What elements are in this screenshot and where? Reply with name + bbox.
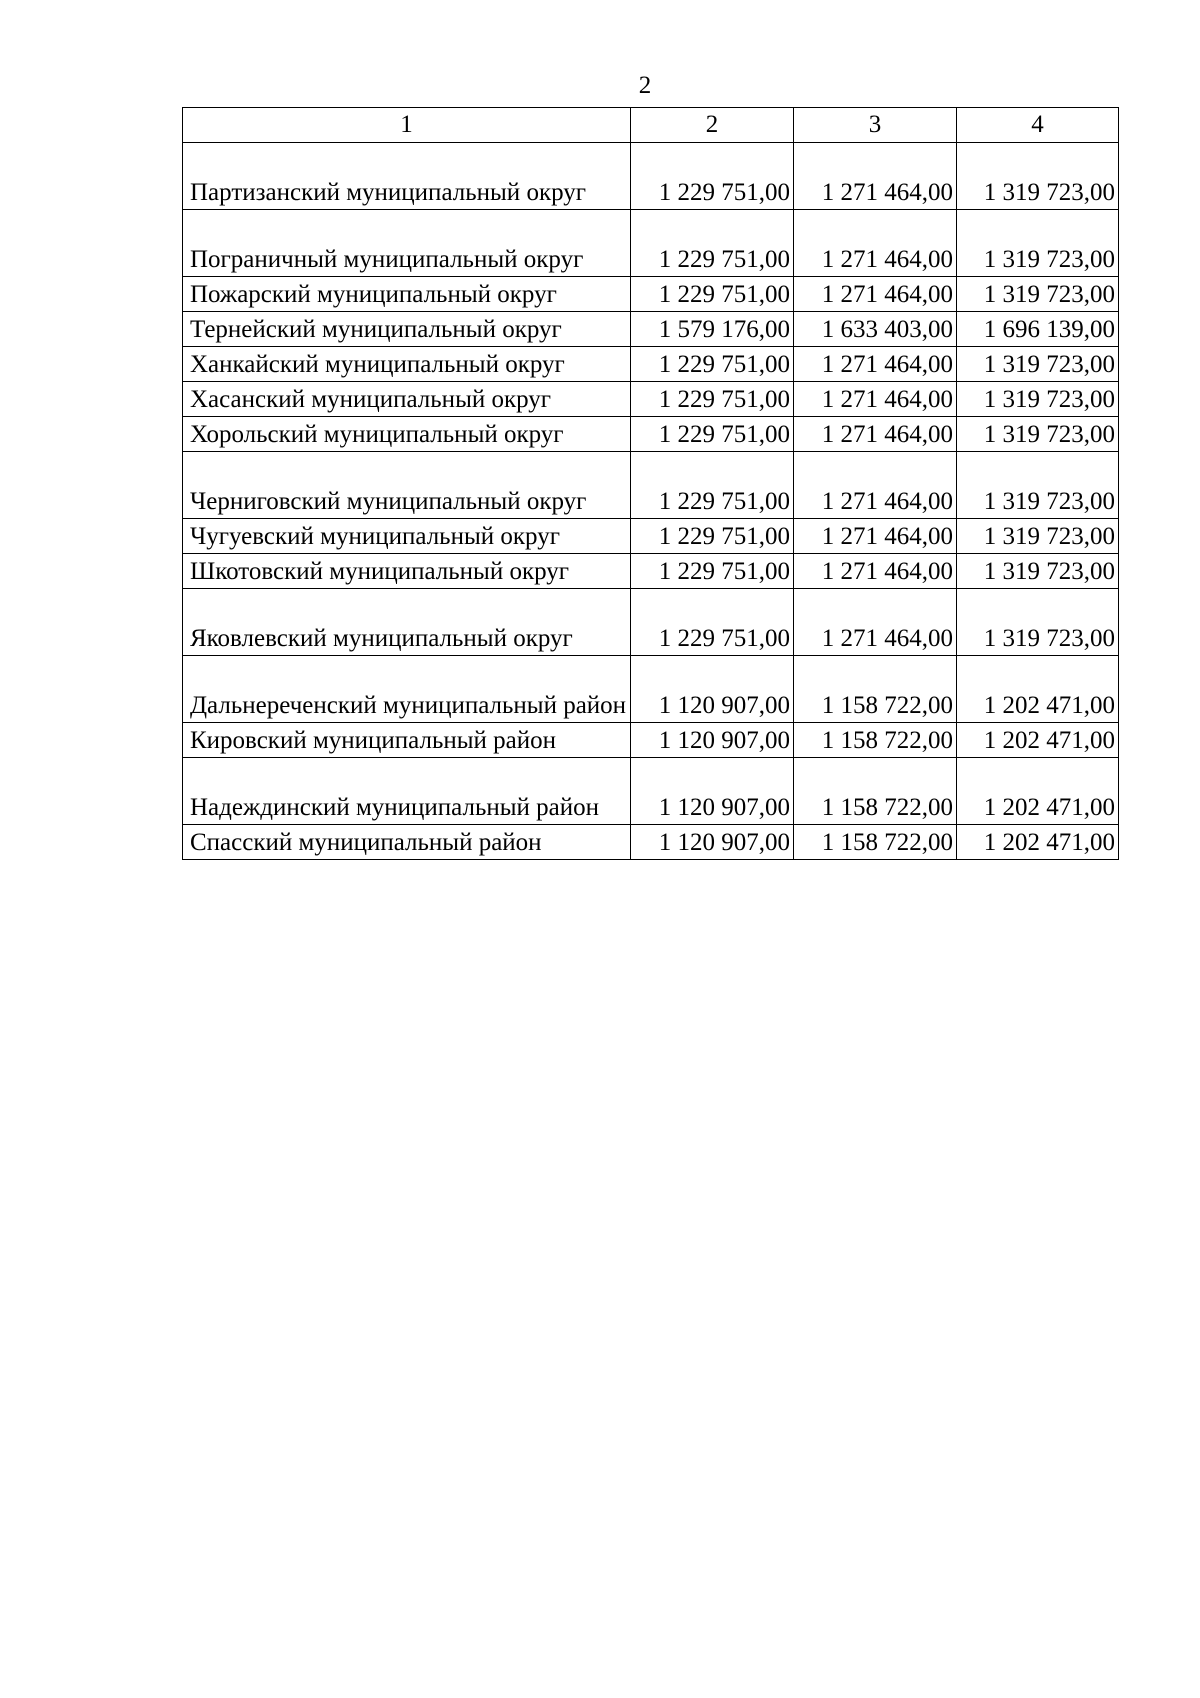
value-col-2: 1 229 751,00 bbox=[631, 452, 794, 519]
value-col-3: 1 158 722,00 bbox=[794, 723, 957, 758]
value-col-3: 1 271 464,00 bbox=[794, 210, 957, 277]
value-col-3: 1 271 464,00 bbox=[794, 519, 957, 554]
table-row bbox=[183, 210, 1119, 277]
value-col-4: 1 202 471,00 bbox=[957, 723, 1119, 758]
value-col-2: 1 229 751,00 bbox=[631, 519, 794, 554]
municipality-name: Чугуевский муниципальный округ bbox=[183, 519, 631, 554]
municipality-name: Шкотовский муниципальный округ bbox=[183, 554, 631, 589]
table-row bbox=[183, 589, 1119, 656]
municipality-name: Спасский муниципальный район bbox=[183, 825, 631, 860]
header-col-3: 3 bbox=[794, 108, 957, 143]
value-col-2: 1 229 751,00 bbox=[631, 143, 794, 210]
table-row bbox=[183, 723, 1119, 758]
value-col-4: 1 319 723,00 bbox=[957, 347, 1119, 382]
page-number: 2 bbox=[638, 72, 652, 99]
municipality-name: Ханкайский муниципальный округ bbox=[183, 347, 631, 382]
municipality-name: Черниговский муниципальный округ bbox=[183, 452, 631, 519]
table-row bbox=[183, 382, 1119, 417]
value-col-4: 1 319 723,00 bbox=[957, 143, 1119, 210]
value-col-4: 1 319 723,00 bbox=[957, 417, 1119, 452]
municipality-name: Хорольский муниципальный округ bbox=[183, 417, 631, 452]
value-col-2: 1 229 751,00 bbox=[631, 382, 794, 417]
municipality-name: Надеждинский муниципальный район bbox=[183, 758, 631, 825]
value-col-3: 1 271 464,00 bbox=[794, 554, 957, 589]
value-col-4: 1 319 723,00 bbox=[957, 554, 1119, 589]
table-row bbox=[183, 758, 1119, 825]
value-col-4: 1 319 723,00 bbox=[957, 210, 1119, 277]
value-col-4: 1 319 723,00 bbox=[957, 277, 1119, 312]
header-col-1: 1 bbox=[183, 108, 631, 143]
municipality-name: Дальнереченский муниципальный район bbox=[183, 656, 631, 723]
value-col-2: 1 229 751,00 bbox=[631, 277, 794, 312]
table-row bbox=[183, 347, 1119, 382]
value-col-3: 1 633 403,00 bbox=[794, 312, 957, 347]
municipality-name: Тернейский муниципальный округ bbox=[183, 312, 631, 347]
value-col-2: 1 229 751,00 bbox=[631, 589, 794, 656]
table-row bbox=[183, 519, 1119, 554]
value-col-3: 1 158 722,00 bbox=[794, 825, 957, 860]
value-col-2: 1 120 907,00 bbox=[631, 656, 794, 723]
value-col-3: 1 271 464,00 bbox=[794, 347, 957, 382]
value-col-3: 1 271 464,00 bbox=[794, 277, 957, 312]
value-col-4: 1 319 723,00 bbox=[957, 589, 1119, 656]
table-header bbox=[183, 108, 1119, 143]
table-row bbox=[183, 656, 1119, 723]
value-col-3: 1 271 464,00 bbox=[794, 452, 957, 519]
value-col-2: 1 120 907,00 bbox=[631, 825, 794, 860]
municipality-name: Партизанский муниципальный округ bbox=[183, 143, 631, 210]
table-row bbox=[183, 312, 1119, 347]
value-col-2: 1 579 176,00 bbox=[631, 312, 794, 347]
value-col-3: 1 271 464,00 bbox=[794, 417, 957, 452]
table-row bbox=[183, 825, 1119, 860]
value-col-3: 1 158 722,00 bbox=[794, 656, 957, 723]
header-col-2: 2 bbox=[631, 108, 794, 143]
value-col-4: 1 319 723,00 bbox=[957, 452, 1119, 519]
municipality-name: Хасанский муниципальный округ bbox=[183, 382, 631, 417]
table-row bbox=[183, 417, 1119, 452]
value-col-2: 1 229 751,00 bbox=[631, 347, 794, 382]
value-col-2: 1 120 907,00 bbox=[631, 758, 794, 825]
value-col-2: 1 229 751,00 bbox=[631, 210, 794, 277]
table-row bbox=[183, 452, 1119, 519]
municipality-name: Пожарский муниципальный округ bbox=[183, 277, 631, 312]
header-col-4: 4 bbox=[957, 108, 1119, 143]
value-col-4: 1 319 723,00 bbox=[957, 382, 1119, 417]
table-row bbox=[183, 277, 1119, 312]
value-col-4: 1 202 471,00 bbox=[957, 656, 1119, 723]
value-col-4: 1 202 471,00 bbox=[957, 758, 1119, 825]
municipality-name: Яковлевский муниципальный округ bbox=[183, 589, 631, 656]
value-col-2: 1 229 751,00 bbox=[631, 554, 794, 589]
header-row bbox=[183, 108, 1119, 143]
value-col-3: 1 271 464,00 bbox=[794, 143, 957, 210]
value-col-3: 1 158 722,00 bbox=[794, 758, 957, 825]
value-col-2: 1 120 907,00 bbox=[631, 723, 794, 758]
value-col-4: 1 319 723,00 bbox=[957, 519, 1119, 554]
table-body bbox=[183, 143, 1119, 860]
municipality-name: Пограничный муниципальный округ bbox=[183, 210, 631, 277]
value-col-4: 1 696 139,00 bbox=[957, 312, 1119, 347]
municipality-name: Кировский муниципальный район bbox=[183, 723, 631, 758]
value-col-3: 1 271 464,00 bbox=[794, 382, 957, 417]
table-row bbox=[183, 554, 1119, 589]
value-col-3: 1 271 464,00 bbox=[794, 589, 957, 656]
table-row bbox=[183, 143, 1119, 210]
value-col-2: 1 229 751,00 bbox=[631, 417, 794, 452]
value-col-4: 1 202 471,00 bbox=[957, 825, 1119, 860]
data-table bbox=[182, 107, 1119, 860]
